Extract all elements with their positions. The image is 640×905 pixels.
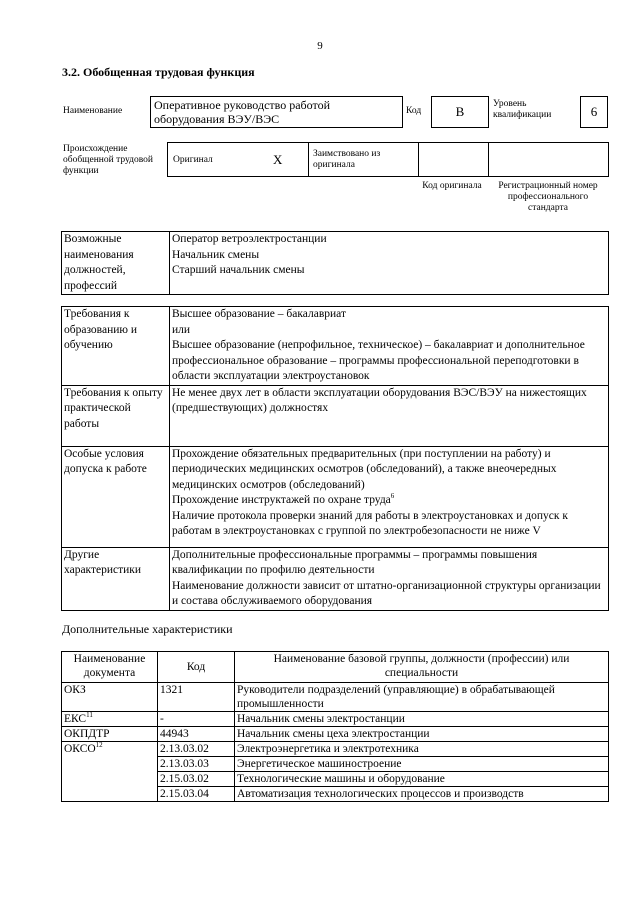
- position-item: Начальник смены: [172, 248, 260, 261]
- footnote-ref: 11: [86, 711, 93, 720]
- name-label: Наименование: [63, 106, 123, 116]
- row-code: 2.15.03.04: [158, 787, 235, 802]
- positions-table: [61, 231, 609, 295]
- row-name: Руководители подразделений (управляющие) в обрабатывающей промышленности: [235, 683, 609, 712]
- row-code: 1321: [158, 683, 235, 712]
- row-code: 44943: [158, 727, 235, 742]
- req-line-text: Прохождение инструктажей по охране труда: [172, 494, 391, 506]
- requirements-table: [61, 306, 609, 611]
- table-row: [62, 727, 609, 742]
- req-line: или: [172, 323, 191, 336]
- divider: [488, 143, 489, 176]
- req-line: [172, 493, 606, 509]
- code-label: Код: [406, 106, 422, 116]
- divider: [418, 143, 419, 176]
- col-header-name: Наименование базовой группы, должности (профессии) или специальности: [235, 652, 609, 683]
- req-line: Дополнительные профессиональные программы – программы повышения квалификации по профилю деятельности: [172, 548, 538, 576]
- page-number: 9: [317, 40, 323, 52]
- row-name: Электроэнергетика и электротехника: [235, 742, 609, 757]
- req-label-admission: Особые условия допуска к работе: [62, 446, 170, 547]
- req-line: Наличие протокола проверки знаний для работы в электроустановках и допуск к работам в электроустановках с группой по электробезопасности не ниже V: [172, 509, 568, 537]
- row-code: 2.15.03.02: [158, 772, 235, 787]
- req-line: Наименование должности зависит от штатно-организационной структуры организации и состава обслуживаемого оборудования: [172, 579, 601, 607]
- level-label: Уровень квалификации: [493, 99, 552, 120]
- code-value: B: [431, 96, 489, 128]
- req-line: Прохождение обязательных предварительных (при поступлении на работу) и периодических медицинских осмотров (обследований), а также внеочередных медицинских осмотров (обследований): [172, 447, 557, 491]
- code-original-caption: Код оригинала: [422, 181, 482, 191]
- table-row: [62, 742, 609, 757]
- position-item: Оператор ветроэлектростанции: [172, 233, 327, 245]
- origin-box: [167, 142, 609, 177]
- footnote-ref: 12: [95, 741, 103, 750]
- row-name: Автоматизация технологических процессов и производств: [235, 787, 609, 802]
- table-row: [62, 683, 609, 712]
- level-value: 6: [580, 96, 608, 128]
- req-label-experience: Требования к опыту практической работы: [62, 385, 170, 446]
- req-education: [170, 307, 609, 386]
- additional-table: [61, 651, 609, 802]
- additional-title: Дополнительные характеристики: [62, 622, 233, 636]
- row-name: Технологические машины и оборудование: [235, 772, 609, 787]
- row-doc: [62, 742, 158, 802]
- positions-label: Возможные наименования должностей, профессий: [62, 232, 170, 295]
- row-code: -: [158, 712, 235, 727]
- original-mark: X: [273, 152, 283, 167]
- position-item: Старший начальник смены: [172, 264, 305, 276]
- borrowed-label: Заимствовано из оригинала: [313, 149, 381, 170]
- req-label-education: Требования к образованию и обучению: [62, 307, 170, 386]
- positions-list: [170, 232, 609, 295]
- original-label: Оригинал: [173, 155, 213, 165]
- req-label-other: Другие характеристики: [62, 547, 170, 610]
- req-line: Не менее двух лет в области эксплуатации оборудования ВЭС/ВЭУ на нижестоящих (предшествующих) должностях: [172, 386, 587, 414]
- function-name-value: Оперативное руководство работой оборудования ВЭУ/ВЭС: [150, 96, 403, 128]
- row-name: Начальник смены цеха электростанции: [235, 727, 609, 742]
- origin-label: Происхождение обобщенной трудовой функции: [63, 144, 153, 176]
- section-title: 3.2. Обобщенная трудовая функция: [62, 65, 255, 79]
- row-name: Начальник смены электростанции: [235, 712, 609, 727]
- row-doc-text: ЕКС: [64, 713, 87, 725]
- row-doc: [62, 712, 158, 727]
- req-line: Высшее образование – бакалавриат: [172, 308, 346, 320]
- col-header-code: Код: [158, 652, 235, 683]
- table-row: [62, 712, 609, 727]
- row-name: Энергетическое машиностроение: [235, 757, 609, 772]
- row-doc: ОКПДТР: [62, 727, 158, 742]
- row-code: 2.13.03.03: [158, 757, 235, 772]
- row-code: 2.13.03.02: [158, 742, 235, 757]
- footnote-ref: 6: [390, 492, 395, 501]
- req-other: [170, 547, 609, 610]
- req-admission: [170, 446, 609, 547]
- reg-number-caption: Регистрационный номер профессионального стандарта: [498, 181, 598, 213]
- row-doc-text: ОКСО: [64, 743, 96, 755]
- req-line: Высшее образование (непрофильное, техническое) – бакалавриат и дополнительное профессиональное образование – программы профессиональной переподготовки в области эксплуатации электроустановок: [172, 339, 585, 382]
- divider: [308, 143, 309, 176]
- row-doc: ОКЗ: [62, 683, 158, 712]
- col-header-doc: Наименование документа: [62, 652, 158, 683]
- req-experience: [170, 385, 609, 446]
